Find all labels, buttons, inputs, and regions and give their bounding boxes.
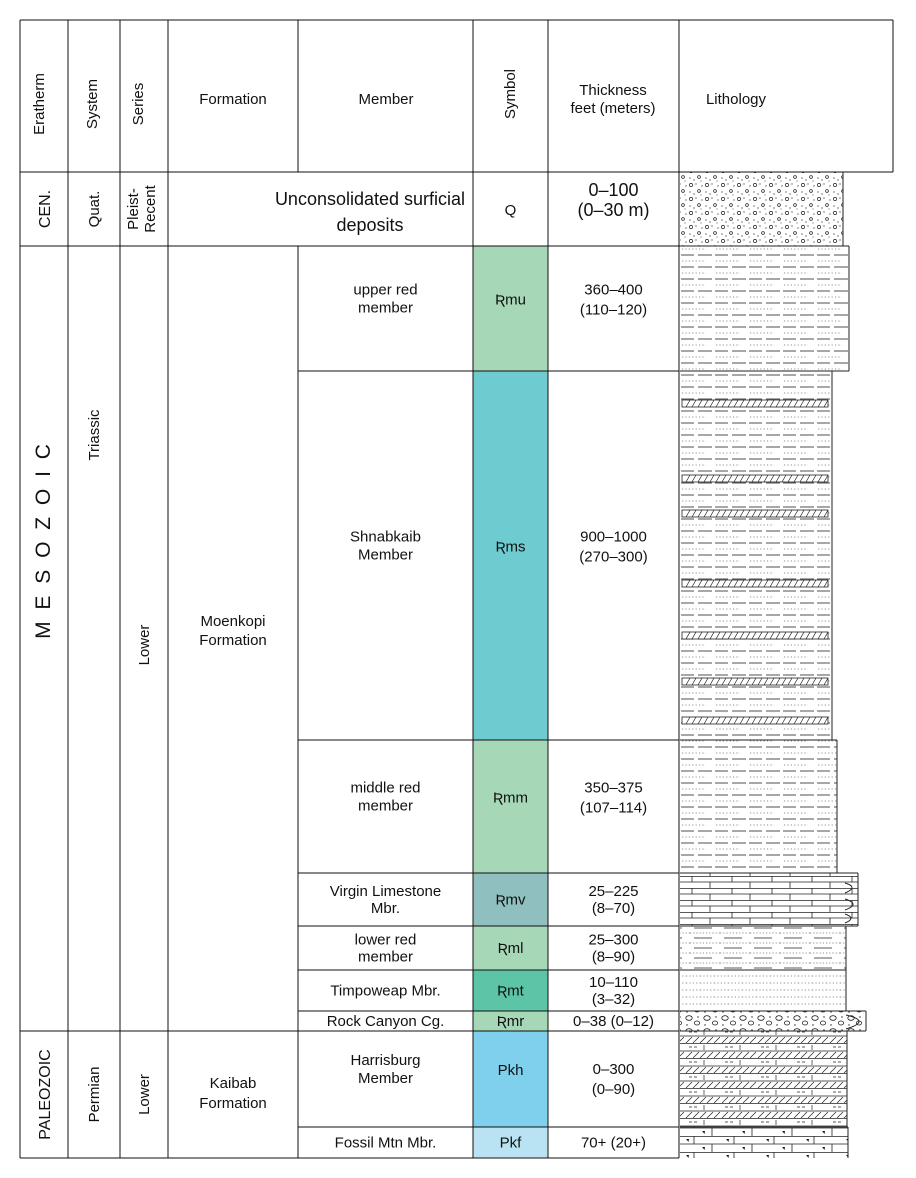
- formation-label: Formation: [199, 1095, 267, 1112]
- member-label: Member: [357, 546, 414, 564]
- header-member: Member: [358, 91, 414, 108]
- symbol-label: Ʀml: [497, 940, 524, 957]
- lithology-bed-8: [680, 1011, 866, 1031]
- thickness-label: 0–100: [588, 180, 639, 200]
- series-label: Recent: [142, 185, 159, 233]
- member-label: middle red: [350, 779, 421, 797]
- member-label: Fossil Mtn Mbr.: [334, 1134, 437, 1152]
- header-lithology: Lithology: [705, 91, 767, 108]
- system-label: Quat.: [86, 190, 103, 228]
- member-label: member: [357, 797, 414, 815]
- symbol-label: Ʀmv: [495, 891, 526, 909]
- eratherm-label: M E S O Z O I C: [32, 441, 55, 639]
- thickness-label: 350–375: [584, 779, 643, 797]
- lithology-bed-7: [680, 970, 846, 1011]
- formation-label: Formation: [199, 632, 267, 649]
- lithology-bed-5: [680, 873, 858, 926]
- symbol-label: Ʀms: [495, 538, 526, 556]
- lithology-bed-4: [680, 740, 837, 873]
- formation-label: Unconsolidated surficial: [274, 189, 466, 209]
- lithology-bed-2: [680, 246, 849, 371]
- symbol-fill-Pkh: [474, 1032, 548, 1127]
- symbol-label: Ʀmu: [495, 291, 526, 309]
- symbol-label: Pkf: [499, 1134, 522, 1152]
- member-label: member: [357, 948, 414, 966]
- member-label: Harrisburg: [350, 1052, 421, 1069]
- eratherm-label: CEN.: [37, 189, 54, 229]
- member-label: Virgin Limestone: [329, 883, 442, 900]
- thickness-label: (8–70): [591, 900, 636, 917]
- member-label: member: [357, 299, 414, 317]
- header-formation: Formation: [199, 91, 267, 108]
- thickness-label: 70+ (20+): [580, 1134, 647, 1152]
- thickness-label: (8–90): [591, 948, 636, 966]
- header-row: [31, 69, 767, 135]
- symbol-fill-Ʀmm: [474, 741, 548, 873]
- member-label: upper red: [353, 281, 418, 299]
- header-thickness-line-1: Thickness: [579, 82, 647, 99]
- system-label: Permian: [86, 1066, 103, 1123]
- thickness-label: 0–300: [592, 1061, 635, 1078]
- thickness-label: 900–1000: [580, 528, 647, 546]
- thickness-label: (3–32): [591, 991, 636, 1008]
- member-label: Member: [357, 1070, 414, 1087]
- symbol-fill-Ʀmu: [474, 247, 548, 371]
- symbol-fill-Ʀms: [474, 372, 548, 740]
- thickness-label: 25–300: [588, 931, 639, 949]
- thickness-label: 25–225: [588, 883, 639, 900]
- lithology-bed-6: [680, 926, 846, 970]
- symbol-label: Pkh: [497, 1062, 524, 1079]
- symbol-label: Ʀmt: [497, 982, 524, 1000]
- thickness-label: (0–90): [591, 1081, 636, 1098]
- lithology-bed-1: [680, 172, 843, 246]
- member-label: Shnabkaib: [350, 528, 421, 546]
- member-label: Timpoweap Mbr.: [330, 982, 441, 1000]
- thickness-label: (270–300): [579, 548, 648, 566]
- series-label: Lower: [136, 624, 153, 666]
- member-label: Mbr.: [370, 900, 401, 917]
- thickness-label: (110–120): [579, 301, 648, 319]
- formation-label: Kaibab: [209, 1075, 257, 1092]
- formation-label: deposits: [336, 215, 404, 235]
- formation-label: Moenkopi: [200, 613, 266, 630]
- header-series: Series: [130, 82, 147, 126]
- thickness-label: (0–30 m): [577, 200, 650, 220]
- header-system: System: [84, 78, 101, 130]
- symbol-label: Ʀmr: [496, 1013, 525, 1030]
- member-label: lower red: [354, 931, 417, 949]
- thickness-label: (107–114): [579, 799, 648, 817]
- lithology-bed-9: [680, 1031, 847, 1127]
- member-label: Rock Canyon Cg.: [326, 1013, 445, 1030]
- thickness-label: 10–110: [589, 974, 638, 991]
- lithology-bed-10: [680, 1127, 848, 1158]
- thickness-label: 360–400: [584, 281, 643, 299]
- series-label: Pleist-: [125, 188, 142, 230]
- header-thickness-line-2: feet (meters): [570, 100, 656, 117]
- header-symbol: Symbol: [502, 68, 519, 120]
- eratherm-label: PALEOZOIC: [37, 1049, 54, 1140]
- system-label: Triassic: [86, 409, 103, 461]
- header-eratherm: Eratherm: [31, 73, 48, 135]
- series-label: Lower: [136, 1074, 153, 1115]
- thickness-label: 0–38 (0–12): [573, 1013, 654, 1030]
- symbol-label: Q: [504, 202, 517, 219]
- symbol-label: Ʀmm: [493, 789, 528, 807]
